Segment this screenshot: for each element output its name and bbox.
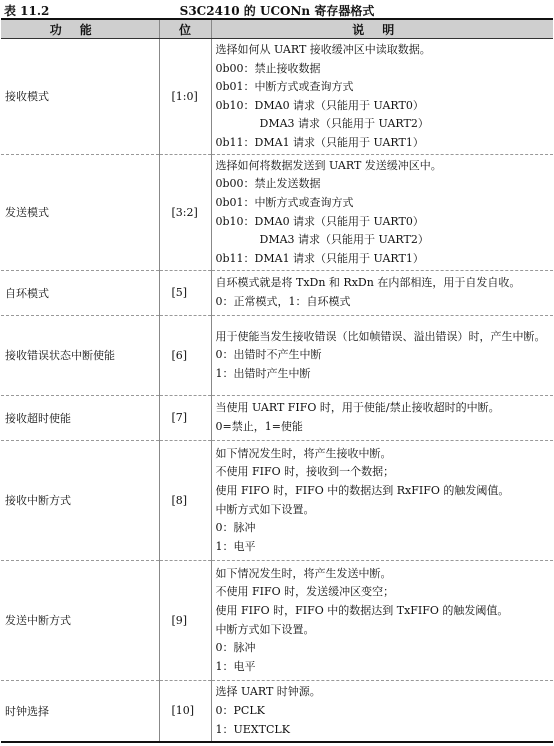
table-row — [1, 560, 553, 680]
bits-cell: [8] — [159, 440, 211, 560]
function-cell: 自环模式 — [1, 270, 159, 315]
description-line: 不使用 FIFO 时，接收到一个数据； — [215, 465, 395, 479]
register-table — [1, 18, 553, 743]
description-line: 如下情况发生时，将产生发送中断。 — [215, 566, 392, 580]
table-row — [1, 270, 553, 315]
description-line: 使用 FIFO 时，FIFO 中的数据达到 RxFIFO 的触发阈值。 — [215, 483, 510, 497]
description-line: 1：出错时产生中断 — [215, 366, 311, 380]
function-cell: 时钟选择 — [1, 680, 159, 742]
description-cell — [211, 560, 553, 680]
description-line: 不使用 FIFO 时，发送缓冲区变空； — [215, 585, 395, 599]
table-row — [1, 39, 553, 155]
description-line: 自环模式就是将 TxDn 和 RxDn 在内部相连，用于自发自收。 — [215, 276, 521, 290]
description-line: 1：电平 — [215, 539, 256, 553]
function-cell: 接收模式 — [1, 39, 159, 155]
table-row — [1, 315, 553, 395]
header-description: 说明 — [211, 19, 553, 39]
description-line: 使用 FIFO 时，FIFO 中的数据达到 TxFIFO 的触发阈值。 — [215, 603, 509, 617]
description-line: 选择 UART 时钟源。 — [215, 685, 321, 699]
function-cell: 发送中断方式 — [1, 560, 159, 680]
description-line: 0b10：DMA0 请求（只能用于 UART0） — [215, 214, 424, 228]
description-line: 0=禁止，1=使能 — [215, 420, 303, 434]
table-row — [1, 395, 553, 440]
table-title: S3C2410 的 UCONn 寄存器格式 — [179, 4, 375, 18]
description-line: 0b11：DMA1 请求（只能用于 UART1） — [215, 135, 424, 149]
description-cell — [211, 395, 553, 440]
table-row — [1, 154, 553, 270]
description-line: 0：PCLK — [215, 704, 265, 718]
description-line: 选择如何从 UART 接收缓冲区中读取数据。 — [215, 43, 431, 56]
description-cell — [211, 315, 553, 395]
bits-cell: [9] — [159, 560, 211, 680]
bits-cell: [10] — [159, 680, 211, 742]
description-line: 0b00：禁止接收数据 — [215, 61, 321, 75]
description-line: 0：正常模式，1：自环模式 — [215, 295, 351, 309]
bits-cell: [5] — [159, 270, 211, 315]
table-caption — [0, 0, 554, 18]
description-line: 如下情况发生时，将产生接收中断。 — [215, 446, 392, 460]
table-number: 表 11.2 — [4, 4, 50, 18]
description-line: 中断方式如下设置。 — [215, 502, 315, 516]
bits-cell: [6] — [159, 315, 211, 395]
description-line: 选择如何将数据发送到 UART 发送缓冲区中。 — [215, 158, 442, 172]
function-cell: 接收中断方式 — [1, 440, 159, 560]
description-cell — [211, 270, 553, 315]
function-cell: 发送模式 — [1, 154, 159, 270]
description-line: 当使用 UART FIFO 时，用于使能/禁止接收超时的中断。 — [215, 401, 500, 415]
description-line: 中断方式如下设置。 — [215, 622, 315, 636]
description-line: 用于使能当发生接收错误（比如帧错误、溢出错误）时，产生中断。 — [215, 329, 546, 343]
bits-cell: [3:2] — [159, 154, 211, 270]
description-line: 0：脉冲 — [215, 521, 256, 535]
description-line: 0b10：DMA0 请求（只能用于 UART0） — [215, 98, 424, 112]
description-line: DMA3 请求（只能用于 UART2） — [259, 233, 429, 247]
description-line: 1：电平 — [215, 659, 256, 673]
header-row — [1, 19, 553, 39]
description-cell — [211, 39, 553, 155]
function-cell: 接收超时使能 — [1, 395, 159, 440]
description-line: 0：脉冲 — [215, 641, 256, 655]
bits-cell: [7] — [159, 395, 211, 440]
bits-cell: [1:0] — [159, 39, 211, 155]
table-row — [1, 680, 553, 742]
description-line: 0：出错时不产生中断 — [215, 348, 322, 362]
header-function: 功能 — [1, 19, 159, 39]
description-line: 0b11：DMA1 请求（只能用于 UART1） — [215, 251, 424, 265]
description-cell — [211, 680, 553, 742]
description-line: 0b00：禁止发送数据 — [215, 177, 321, 191]
function-cell: 接收错误状态中断使能 — [1, 315, 159, 395]
header-bits: 位 — [159, 19, 211, 39]
description-cell — [211, 154, 553, 270]
description-line: DMA3 请求（只能用于 UART2） — [259, 117, 429, 131]
description-line: 0b01：中断方式或查询方式 — [215, 195, 354, 209]
description-line: 1：UEXTCLK — [215, 722, 290, 736]
description-line: 0b01：中断方式或查询方式 — [215, 80, 354, 94]
description-cell — [211, 440, 553, 560]
table-row — [1, 440, 553, 560]
